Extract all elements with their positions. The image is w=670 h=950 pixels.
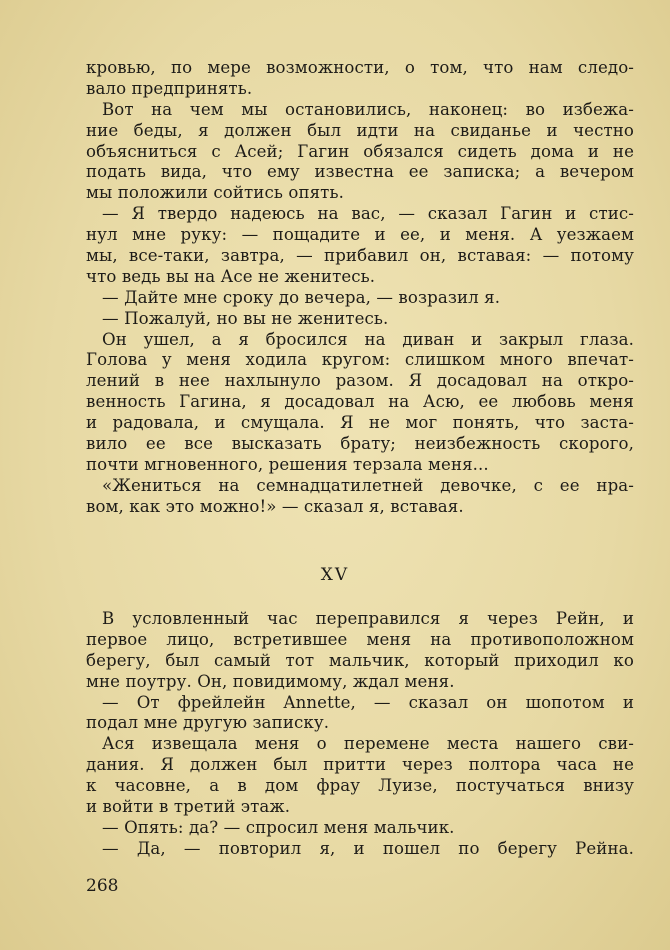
text-line: дания. Я должен был притти через полтора часа не xyxy=(86,755,634,775)
text-line: подать вида, что ему известна ее записка; а вечером xyxy=(86,162,634,182)
text-line: первое лицо, встретившее меня на противоположном xyxy=(86,629,634,649)
page-number: 268 xyxy=(86,876,119,896)
text-line: — От фрейлейн Annette, — сказал он шопотом и xyxy=(102,692,634,712)
text-line: мы положили сойтись опять. xyxy=(86,183,344,203)
text-line: кровью, по мере возможности, о том, что нам следо- xyxy=(86,58,634,77)
text-line: нул мне руку: — пощадите и ее, и меня. А уезжаем xyxy=(86,225,634,245)
text-line: лений в нее нахлынуло разом. Я досадовал на откро- xyxy=(86,371,634,391)
text-line: почти мгновенного, решения терзала меня... xyxy=(86,454,489,474)
text-line: венность Гагина, я досадовал на Асю, ее любовь меня xyxy=(86,392,634,412)
text-line: вало предпринять. xyxy=(86,78,253,98)
text-line: берегу, был самый тот мальчик, который приходил ко xyxy=(86,650,634,670)
chapter-heading: XV xyxy=(320,565,350,585)
text-line: Вот на чем мы остановились, наконец: во избежа- xyxy=(102,99,634,119)
text-line: вом, как это можно!» — сказал я, вставая. xyxy=(86,496,464,516)
text-line: и радовала, и смущала. Я не мог понять, что заста- xyxy=(86,413,634,433)
text-line: и войти в третий этаж. xyxy=(86,797,291,817)
text-line: — Опять: да? — спросил меня мальчик. xyxy=(102,817,455,837)
text-line: — Да, — повторил я, и пошел по берегу Рейна. xyxy=(102,838,634,858)
text-line: Голова у меня ходила кругом: слишком много впечат- xyxy=(86,350,634,370)
text-line: Он ушел, а я бросился на диван и закрыл глаза. xyxy=(102,329,634,349)
text-line: вило ее все высказать брату; неизбежность скорого, xyxy=(86,434,634,454)
text-line: ние беды, я должен был идти на свиданье и честно xyxy=(86,120,634,140)
text-line: Ася извещала меня о перемене места нашего сви- xyxy=(102,734,634,754)
text-line: объясниться с Асей; Гагин обязался сидеть дома и не xyxy=(86,141,634,161)
text-line: что ведь вы на Асе не женитесь. xyxy=(86,266,376,286)
text-line: — Дайте мне сроку до вечера, — возразил я. xyxy=(102,287,501,307)
text-line: подал мне другую записку. xyxy=(86,713,330,733)
text-block-lower xyxy=(86,609,634,860)
text-line: мне поутру. Он, повидимому, ждал меня. xyxy=(86,671,455,691)
text-line: В условленный час переправился я через Рейн, и xyxy=(102,609,634,628)
text-block-upper xyxy=(86,58,634,518)
text-line: — Пожалуй, но вы не женитесь. xyxy=(102,308,389,328)
text-line: к часовне, а в дом фрау Луизе, постучаться внизу xyxy=(86,776,634,796)
text-line: «Жениться на семнадцатилетней девочке, с ее нра- xyxy=(102,475,634,495)
text-line: мы, все-таки, завтра, — прибавил он, вставая: — потому xyxy=(86,246,634,266)
text-line: — Я твердо надеюсь на вас, — сказал Гагин и стис- xyxy=(102,204,634,224)
